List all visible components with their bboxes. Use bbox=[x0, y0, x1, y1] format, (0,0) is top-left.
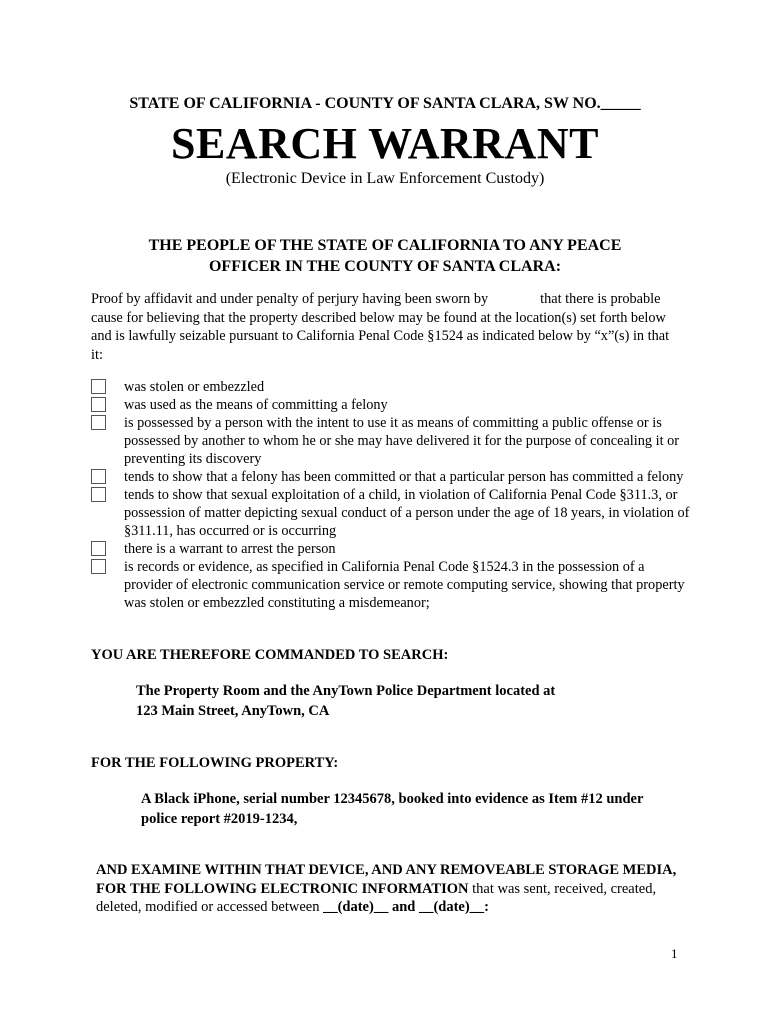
jurisdiction-header: STATE OF CALIFORNIA - COUNTY OF SANTA CLARA, SW NO._____ bbox=[129, 95, 641, 112]
commanded-heading: YOU ARE THEREFORE COMMANDED TO SEARCH: bbox=[91, 647, 449, 663]
condition-item bbox=[91, 396, 691, 414]
condition-checkbox[interactable] bbox=[91, 397, 106, 412]
property-line-2: police report #2019-1234, bbox=[141, 810, 298, 827]
condition-checkbox[interactable] bbox=[91, 415, 106, 430]
condition-item bbox=[91, 468, 691, 486]
document-subtitle: (Electronic Device in Law Enforcement Custody) bbox=[225, 170, 545, 187]
document-title: SEARCH WARRANT bbox=[171, 119, 599, 168]
people-line-2: OFFICER IN THE COUNTY OF SANTA CLARA: bbox=[208, 258, 562, 275]
page-number: 1 bbox=[671, 946, 678, 961]
condition-checkbox[interactable] bbox=[91, 487, 106, 502]
examine-date-range: __(date)__ and __(date)__: bbox=[323, 899, 490, 915]
property-description bbox=[141, 790, 681, 829]
condition-item bbox=[91, 378, 691, 396]
conditions-checklist bbox=[91, 378, 691, 612]
condition-item bbox=[91, 414, 691, 468]
condition-text: is possessed by a person with the intent to use it as means of committing a public offense or is possessed by another to whom he or she may have delivered it for the purpose of concealing it or preventing its discovery bbox=[124, 415, 680, 467]
condition-text: there is a warrant to arrest the person bbox=[124, 541, 336, 557]
proof-paragraph bbox=[91, 290, 681, 364]
condition-text: was stolen or embezzled bbox=[124, 379, 265, 395]
location-line-1: The Property Room and the AnyTown Police Department located at bbox=[136, 683, 556, 699]
condition-text: was used as the means of committing a felony bbox=[124, 397, 388, 413]
proof-text-part-2: that there is probable cause for believing that the property described below may be found at the location(s) set forth below and is lawfully seizable pursuant to California Penal Code §1524 as indicated below by “x”(s) in that it: bbox=[91, 291, 670, 363]
condition-checkbox[interactable] bbox=[91, 559, 106, 574]
condition-item bbox=[91, 558, 691, 612]
examine-paragraph bbox=[96, 861, 696, 917]
examine-bold-text: AND EXAMINE WITHIN THAT DEVICE, AND ANY REMOVEABLE STORAGE MEDIA, FOR THE FOLLOWING ELECTRONIC INFORMATION bbox=[96, 862, 677, 897]
search-location bbox=[136, 682, 555, 721]
condition-checkbox[interactable] bbox=[91, 541, 106, 556]
property-line-1: A Black iPhone, serial number 12345678, booked into evidence as Item #12 under bbox=[141, 791, 644, 807]
condition-text: tends to show that a felony has been committed or that a particular person has committed a felony bbox=[124, 469, 684, 485]
condition-text: tends to show that sexual exploitation of a child, in violation of California Penal Code §311.3, or possession of matter depicting sexual conduct of a person under the age of 18 years, in violation of §311.11, has occurred or is occurring bbox=[124, 487, 690, 539]
condition-item bbox=[91, 486, 691, 540]
condition-item bbox=[91, 540, 691, 558]
location-line-2: 123 Main Street, AnyTown, CA bbox=[136, 702, 330, 719]
people-line-1: THE PEOPLE OF THE STATE OF CALIFORNIA TO ANY PEACE bbox=[148, 237, 622, 254]
proof-text-part-1: Proof by affidavit and under penalty of perjury having been sworn by bbox=[91, 291, 489, 307]
condition-text: is records or evidence, as specified in California Penal Code §1524.3 in the possession of a provider of electronic communication service or remote computing service, showing that property was stolen or embezzled constituting a misdemeanor; bbox=[124, 559, 685, 611]
condition-checkbox[interactable] bbox=[91, 469, 106, 484]
condition-checkbox[interactable] bbox=[91, 379, 106, 394]
people-address bbox=[90, 235, 680, 277]
examine-normal-text: that was sent, received, created, deleted, modified or accessed between bbox=[96, 880, 657, 915]
property-heading: FOR THE FOLLOWING PROPERTY: bbox=[91, 755, 339, 771]
